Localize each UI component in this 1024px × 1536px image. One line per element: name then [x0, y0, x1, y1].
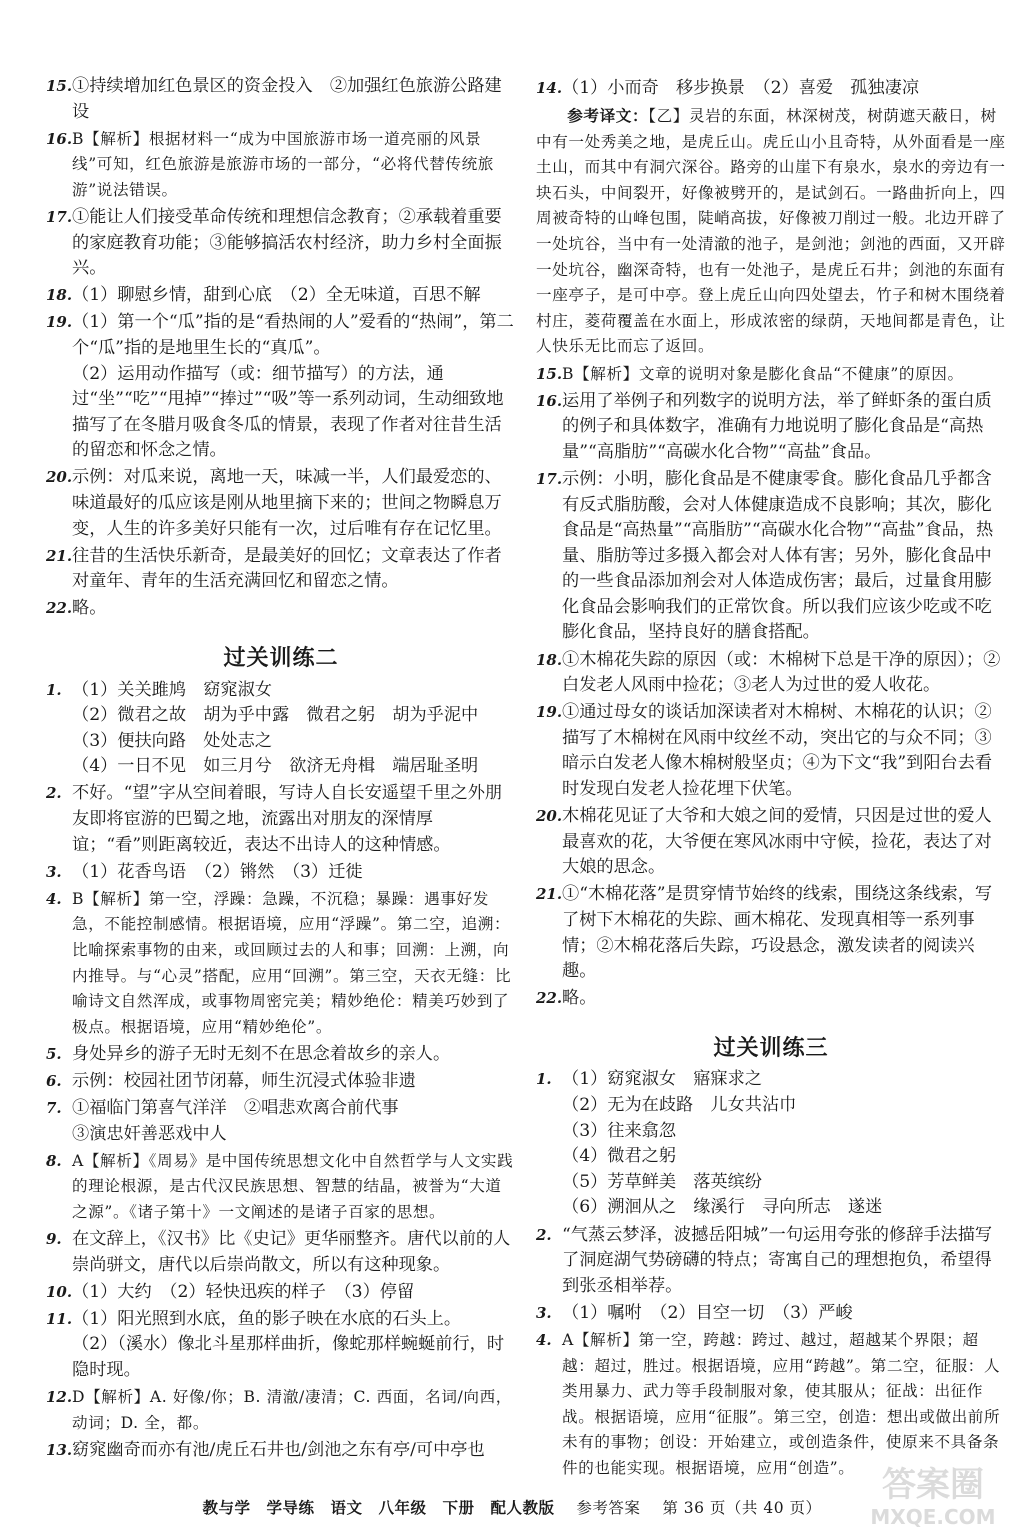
right-answers-part-1 — [536, 362, 1006, 1012]
answer-number: 18. — [536, 650, 563, 669]
answer-item — [46, 1149, 516, 1226]
section-title-3: 过关训练三 — [713, 1035, 829, 1061]
answer-item — [46, 1385, 516, 1436]
answer-item — [536, 1223, 1006, 1300]
answer-line: （2）（溪水）像北斗星那样曲折，像蛇那样蜿蜒前行，时隐时现。 — [72, 1334, 505, 1380]
answer-line: 略。 — [562, 988, 597, 1009]
answer-item — [46, 127, 516, 204]
answer-item — [536, 389, 1006, 466]
answer-number: 19. — [46, 313, 73, 332]
answer-item — [46, 860, 516, 886]
answer-text — [72, 860, 516, 886]
answer-item — [46, 1307, 516, 1384]
answer-text — [72, 1069, 516, 1095]
answer-line: 示例：对瓜来说，离地一天，味减一半，人们最爱恋的、味道最好的瓜应该是刚从地里摘下来的；世间之物瞬息万变，人生的许多美好只能有一次，过后唯有存在记忆里。 — [72, 467, 502, 539]
answer-line: （1）关关雎鸠 窈窕淑女 — [72, 679, 272, 700]
answer-item — [46, 596, 516, 622]
answer-number: 2. — [536, 1225, 552, 1244]
answer-line: 往昔的生活快乐新奇，是最美好的回忆；文章表达了作者对童年、青年的生活充满回忆和留恋之情。 — [72, 545, 502, 592]
answer-line: 窈窕幽奇而亦有池/虎丘石井也/剑池之东有亭/可中亭也 — [72, 1439, 485, 1460]
answer-number: 22. — [536, 989, 563, 1008]
answer-number: 12. — [46, 1388, 73, 1407]
answer-text — [72, 205, 516, 282]
answer-line: “气蒸云梦泽，波撼岳阳城”一句运用夸张的修辞手法描写了洞庭湖气势磅礴的特点；寄寓自己的理想抱负，希望得到张丞相举荐。 — [562, 1224, 993, 1296]
answer-line: （1）第一个“瓜”指的是“看热闹的人”爱看的“热闹”，第二个“瓜”指的是地里生长的“真瓜”。 — [72, 312, 514, 358]
answer-line: A【解析】《周易》是中国传统思想文化中自然哲学与人文实践的理论根源，是古代汉民族思想、智慧的结晶，被誉为“大道之源”。《诸子第十》一文阐述的是诸子百家的思想。 — [72, 1151, 514, 1221]
answer-line: （4）微君之躬 — [562, 1146, 677, 1167]
answer-text — [72, 127, 516, 204]
answer-line: ①持续增加红色景区的资金投入 ②加强红色旅游公路建设 — [72, 76, 502, 122]
answer-text: （1）小而奇 移步换景 （2）喜爱 孤独凄凉 — [562, 78, 920, 98]
answer-line: B【解析】文章的说明对象是膨化食品“不健康”的原因。 — [562, 364, 964, 383]
answer-item — [46, 781, 516, 858]
answer-number: 21. — [46, 546, 73, 565]
answer-number: 22. — [46, 599, 73, 618]
answer-text — [72, 887, 516, 1041]
answer-item — [536, 804, 1006, 881]
answer-number: 3. — [536, 1303, 552, 1322]
answer-number: 20. — [536, 807, 563, 826]
answer-line: （3）便扶向路 处处志之 — [72, 730, 272, 751]
answer-number: 11. — [46, 1309, 73, 1328]
answer-line: 木棉花见证了大爷和大娘之间的爱情，只因是过世的爱人最喜欢的花，大爷便在寒风冰雨中守候，捡花，表达了对大娘的思念。 — [562, 806, 992, 878]
answer-item — [46, 283, 516, 309]
watermark-url: MXQE.COM — [870, 1505, 996, 1529]
answer-line: （1）大约 （2）轻快迅疾的样子 （3）停留 — [72, 1281, 415, 1302]
footer-page-number: 第 36 页（共 40 页） — [662, 1499, 822, 1517]
answer-text — [72, 1149, 516, 1226]
answer-item — [536, 362, 1006, 388]
answer-line: ③演忠奸善恶戏中人 — [72, 1123, 227, 1144]
answer-number: 18. — [46, 286, 73, 305]
answer-text — [72, 1307, 516, 1384]
answer-item — [536, 1301, 1006, 1327]
answer-line: （3）往来翕忽 — [562, 1120, 677, 1141]
answer-number: 6. — [46, 1071, 62, 1090]
answer-line: （1）聊慰乡情，甜到心底 （2）全无味道，百思不解 — [72, 285, 481, 306]
answer-text — [72, 1385, 516, 1436]
answer-item — [46, 1438, 516, 1464]
answer-number: 15. — [536, 364, 563, 383]
translation-label: 参考译文： — [567, 106, 649, 126]
answer-item — [536, 882, 1006, 984]
answer-number: 2. — [46, 784, 62, 803]
answer-item — [536, 467, 1006, 646]
answer-number: 4. — [46, 889, 62, 908]
answer-number: 21. — [536, 885, 563, 904]
answer-text — [72, 781, 516, 858]
answer-text — [72, 596, 516, 622]
answer-item — [46, 205, 516, 282]
answer-item — [46, 310, 516, 464]
answer-text — [72, 310, 516, 464]
answer-item — [46, 1042, 516, 1068]
answer-line: （2）无为在歧路 儿女共沾巾 — [562, 1095, 797, 1116]
answer-item — [536, 1067, 1006, 1221]
answer-line: ①“木棉花落”是贯穿情节始终的线索，围绕这条线索，写了树下木棉花的失踪、画木棉花、发现真相等一系列事情；②木棉花落后失踪，巧设悬念，激发读者的阅读兴趣。 — [562, 884, 993, 982]
answer-line: （2）微君之故 胡为乎中露 微君之躬 胡为乎泥中 — [72, 705, 479, 726]
answer-number: 9. — [46, 1230, 62, 1249]
answer-text — [562, 467, 1006, 646]
answer-text — [562, 648, 1006, 699]
answer-item — [536, 986, 1006, 1012]
section-title-2: 过关训练二 — [223, 645, 339, 671]
answer-line: 在文辞上，《汉书》比《史记》更华丽整齐。唐代以前的人崇尚骈文，唐代以后崇尚散文，所以有这种现象。 — [72, 1229, 511, 1275]
translation-text: 【乙】灵岩的东面，林深树茂，树荫遮天蔽日，树中有一处秀美之地，是虎丘山。虎丘山小且奇特，从外面看是一座土山，而其中有洞穴深谷。路旁的山崖下有泉水，泉水的旁边有一块石头，中间裂开，好像被劈开的，是试剑石。一路曲折向上，四周被奇特的山峰包围，陡峭高拔，好像被刀削过一般。北边开辟了一处坑谷，当中有一处清澈的池子，是剑池；剑池的西面，又开辟一处坑谷，幽深奇特，也有一处池子，是虎丘石井；剑池的东面有一座亭子，是可中亭。登上虎丘山向四处望去，竹子和树木围绕着村庄，菱荷覆盖在水面上，形成浓密的绿荫，天地间都是青色，让人快乐无比而忘了返回。 — [536, 107, 1006, 356]
answer-text — [72, 1227, 516, 1278]
answer-item — [46, 74, 516, 125]
answer-line: （1）阳光照到水底，鱼的影子映在水底的石头上。 — [72, 1308, 462, 1329]
answer-line: A【解析】第一空，跨越：跨过、越过，超越某个界限；超越：超过，胜过。根据语境，应用“跨越”。第二空，征服：人类用暴力、武力等手段制服对象，使其服从；征战：出征作战。根据语境，应用“征服”。第三空，创造：想出或做出前所未有的事物；创设：开始建立，或创造条件，使原来不具备条件的也能实现。根据语境，应用“创造”。 — [562, 1330, 1001, 1477]
answer-line: ①通过母女的谈话加深读者对木棉树、木棉花的认识；②描写了木棉树在风雨中纹丝不动，突出它的与众不同；③暗示白发老人像木棉树般坚贞；④为下文“我”到阳台去看时发现白发老人捡花埋下伏笔。 — [562, 702, 993, 800]
answer-text — [562, 700, 1006, 802]
answer-number: 7. — [46, 1099, 62, 1118]
answer-line: ①能让人们接受革命传统和理想信念教育；②承载着重要的家庭教育功能；③能够搞活农村经济，助力乡村全面振兴。 — [72, 206, 502, 279]
answer-item — [46, 1280, 516, 1306]
answer-number: 16. — [46, 129, 73, 148]
answer-number: 17. — [536, 469, 563, 488]
left-column — [46, 74, 516, 1465]
answer-number: 4. — [536, 1330, 552, 1349]
answer-number: 15. — [46, 77, 73, 95]
answer-item — [536, 700, 1006, 802]
answer-line: 略。 — [72, 598, 107, 619]
answer-text — [562, 1067, 1006, 1221]
answer-line: 示例：小明，膨化食品是不健康零食。膨化食品几乎都含有反式脂肪酸，会对人体健康造成不良影响；其次，膨化食品是“高热量”“高脂肪”“高碳水化合物”“高盐”食品，热量、脂肪等过多摄入都会对人体有害；另外，膨化食品中的一些食品添加剂会对人体造成伤害；最后，过量食用膨化食品会影响我们的正常饮食。所以我们应该少吃或不吃膨化食品，坚持良好的膳食搭配。 — [562, 468, 994, 643]
answer-line: （1）花香鸟语 （2）锵然 （3）迁徙 — [72, 861, 363, 882]
reference-translation — [536, 103, 1006, 360]
answer-text — [72, 1438, 516, 1464]
answer-number: 19. — [536, 703, 563, 722]
answer-number: 13. — [46, 1440, 73, 1459]
answer-line: D【解析】A. 好像/你；B. 清澈/凄清；C. 西面，名词/向西，动词；D. 全，都。 — [72, 1388, 512, 1432]
answer-line: （5）芳草鲜美 落英缤纷 — [562, 1171, 762, 1192]
answer-number: 3. — [46, 862, 62, 881]
answer-text — [562, 804, 1006, 881]
answer-line: 示例：校园社团节闭幕，师生沉浸式体验非遗 — [72, 1070, 416, 1091]
answer-number: 14. — [536, 79, 563, 97]
answer-number: 8. — [46, 1151, 62, 1170]
answer-item — [46, 544, 516, 595]
answer-item — [46, 1069, 516, 1095]
answer-item-14 — [536, 76, 1006, 102]
left-answers-part-2 — [46, 678, 516, 1464]
answer-number: 1. — [46, 680, 62, 699]
answer-line: B【解析】根据材料一“成为中国旅游市场一道亮丽的风景线”可知，红色旅游是旅游市场的一部分，“必将代替传统旅游”说法错误。 — [72, 129, 494, 199]
answer-item — [46, 465, 516, 542]
answer-line: （1）嘱咐 （2）目空一切 （3）严峻 — [562, 1302, 853, 1323]
answer-line: 不好。“望”字从空间着眼，写诗人自长安遥望千里之外朋友即将宦游的巴蜀之地，流露出对朋友的深情厚谊；“看”则距离较近，表达不出诗人的这种情感。 — [72, 783, 503, 855]
answer-text — [562, 389, 1006, 466]
answer-text — [562, 362, 1006, 388]
answer-line: 身处异乡的游子无时无刻不在思念着故乡的亲人。 — [72, 1043, 451, 1064]
answer-line: （1）窈窕淑女 寤寐求之 — [562, 1069, 762, 1090]
answer-line: ①福临门第喜气洋洋 ②唱悲欢离合前代事 — [72, 1098, 399, 1119]
answer-text — [72, 678, 516, 780]
answer-line: （4）一日不见 如三月兮 欲济无舟楫 端居耻圣明 — [72, 756, 479, 777]
watermark-logo — [848, 1458, 1018, 1530]
right-answers-part-2 — [536, 1067, 1006, 1481]
answer-number: 16. — [536, 391, 563, 410]
answer-line: （6）溯洄从之 缘溪行 寻向所志 遂迷 — [562, 1197, 883, 1218]
answer-text — [562, 1223, 1006, 1300]
answer-text — [72, 1280, 516, 1306]
footer-series: 教与学 学导练 语文 八年级 下册 配人教版 — [202, 1499, 555, 1517]
answer-number: 20. — [46, 468, 73, 487]
right-column — [536, 76, 1006, 1483]
answer-item — [46, 1227, 516, 1278]
answer-text — [72, 544, 516, 595]
answer-text — [72, 283, 516, 309]
answer-item — [536, 648, 1006, 699]
answer-text — [562, 1301, 1006, 1327]
answer-text — [72, 1096, 516, 1147]
answer-text — [562, 882, 1006, 984]
answer-number: 17. — [46, 207, 73, 226]
answer-item — [46, 1096, 516, 1147]
answer-text — [72, 465, 516, 542]
answer-line: ①木棉花失踪的原因（或：木棉树下总是干净的原因）；②白发老人风雨中捡花；③老人为过世的爱人收花。 — [562, 649, 1001, 696]
answer-number: 1. — [536, 1070, 552, 1089]
answer-text — [72, 74, 516, 125]
answer-line: （2）运用动作描写（或：细节描写）的方法，通过“坐”“吃”“甩掉”“捧过”“吸”等一系列动词，生动细致地描写了在冬腊月吸食冬瓜的情景，表现了作者对往昔生活的留恋和怀念之情。 — [72, 363, 504, 461]
answer-number: 10. — [46, 1282, 73, 1301]
answer-text — [72, 1042, 516, 1068]
answer-line: 运用了举例子和列数字的说明方法，举了鲜虾条的蛋白质的例子和具体数字，准确有力地说明了膨化食品是“高热量”“高脂肪”“高碳水化合物”“高盐”食品。 — [562, 390, 992, 462]
answer-item — [46, 887, 516, 1041]
left-answers-part-1 — [46, 74, 516, 622]
answer-text — [562, 986, 1006, 1012]
answer-line: B【解析】第一空，浮躁：急躁，不沉稳；暴躁：遇事好发急，不能控制感情。根据语境，应用“浮躁”。第二空，追溯：比喻探索事物的由来，或回顾过去的人和事；回溯：上溯，向内推导。与“心灵”搭配，应用“回溯”。第三空，天衣无缝：比喻诗文自然浑成，或事物周密完美；精妙绝伦：精美巧妙到了极点。根据语境，应用“精妙绝伦”。 — [72, 889, 512, 1036]
watermark-title: 答案圈 — [882, 1465, 984, 1505]
footer-answer-label: 参考答案 — [576, 1499, 641, 1517]
answer-number: 5. — [46, 1044, 62, 1063]
answer-item — [46, 678, 516, 780]
